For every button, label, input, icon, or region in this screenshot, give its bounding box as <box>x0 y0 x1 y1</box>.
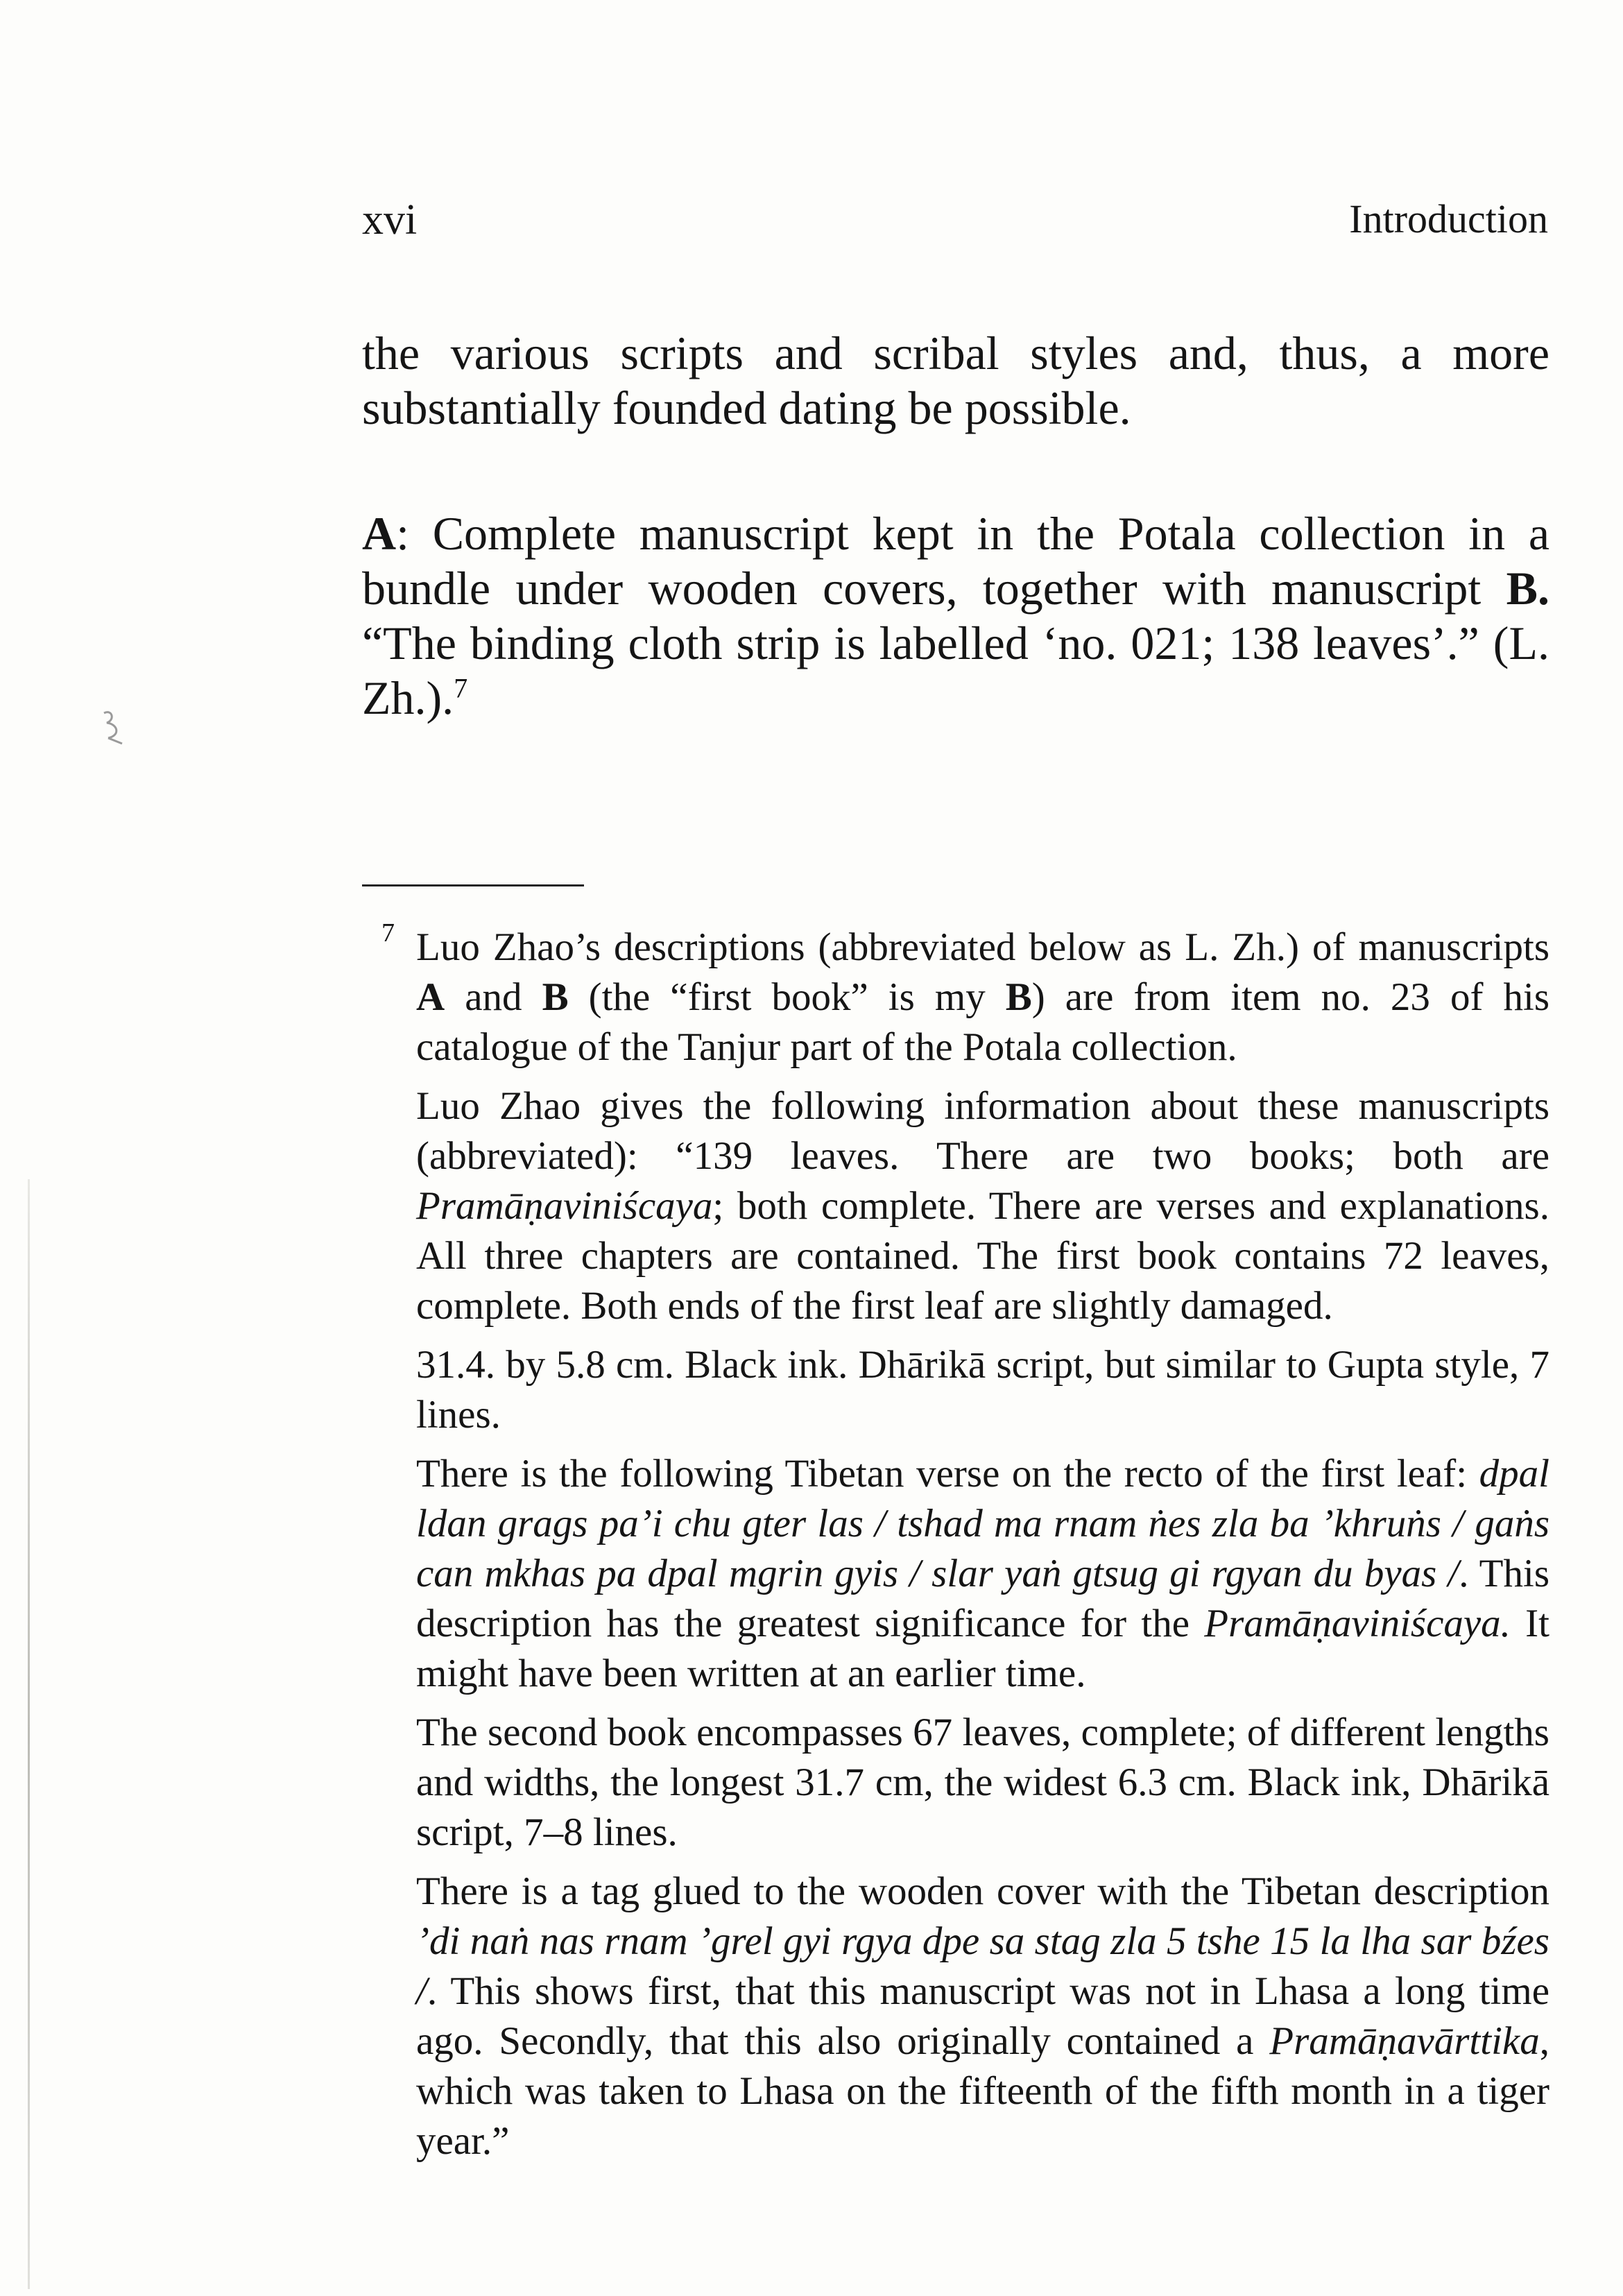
footnote-paragraph-6: There is a tag glued to the wooden cover with the Tibetan description ’di naṅ nas rnam ’grel gyi rgya dpe sa stag zla 5 tshe 15 la lha sar bźes /. This shows first, that this manuscript was not in Lhasa a long time ago. Secondly, that this also originally contained a Pramāṇavārttika, which was taken to Lhasa on the fifteenth of the fifth month in a tiger year.” <box>416 1869 1549 2163</box>
running-title: Introduction <box>1349 196 1548 241</box>
footnote-paragraph-2: Luo Zhao gives the following information about these manuscripts (abbreviated): “139 leaves. There are two books; both are Pramāṇaviniścaya; both complete. There are verses and explanations. All three chapters are contained. The first book contains 72 leaves, complete. Both ends of the first leaf are slightly damaged. <box>416 1084 1549 1328</box>
footnote-paragraph-3: 31.4. by 5.8 cm. Black ink. Dhārikā script, but similar to Gupta style, 7 lines. <box>416 1343 1549 1437</box>
scan-edge-shadow <box>28 1179 30 2289</box>
footnote-paragraph-1: 7 Luo Zhao’s descriptions (abbreviated below as L. Zh.) of manuscripts A and B (the “first book” is my B) are from item no. 23 of his catalogue of the Tanjur part of the Potala collection. <box>381 918 1549 1069</box>
footnote-reference[interactable]: 7 <box>454 672 468 704</box>
footnote-number: 7 <box>381 918 395 948</box>
footnote-paragraph-5: The second book encompasses 67 leaves, complete; of different lengths and widths, the longest 31.7 cm, the widest 6.3 cm. Black ink, Dhārikā script, 7–8 lines. <box>416 1711 1549 1854</box>
footnote-block <box>381 918 1550 2175</box>
pencil-margin-mark <box>97 708 132 749</box>
manuscript-label-b: B. <box>1506 562 1549 615</box>
running-header <box>362 196 1548 251</box>
manuscript-label-a: A <box>362 507 397 560</box>
page-number: xvi <box>362 196 418 243</box>
body-paragraph-1: the various scripts and scribal styles and, thus, a more substantially founded dating be possible. <box>362 327 1549 434</box>
body-paragraph-manuscript-a: A: Complete manuscript kept in the Potala collection in a bundle under wooden covers, together with manuscript B. “The binding cloth strip is labelled ‘no. 021; 138 leaves’.” (L. Zh.).$^7$ <box>362 507 1549 724</box>
footnote-separator <box>362 884 584 886</box>
footnote-paragraph-4: There is the following Tibetan verse on the recto of the first leaf: dpal ldan grags pa’i chu gter las / tshad ma rnam ṅes zla ba ’khruṅs / gaṅs can mkhas pa dpal mgrin gyis / slar yaṅ gtsug gi rgyan du byas /. This description has the greatest significance for the Pramāṇaviniścaya. It might have been written at an earlier time. <box>416 1452 1550 1695</box>
